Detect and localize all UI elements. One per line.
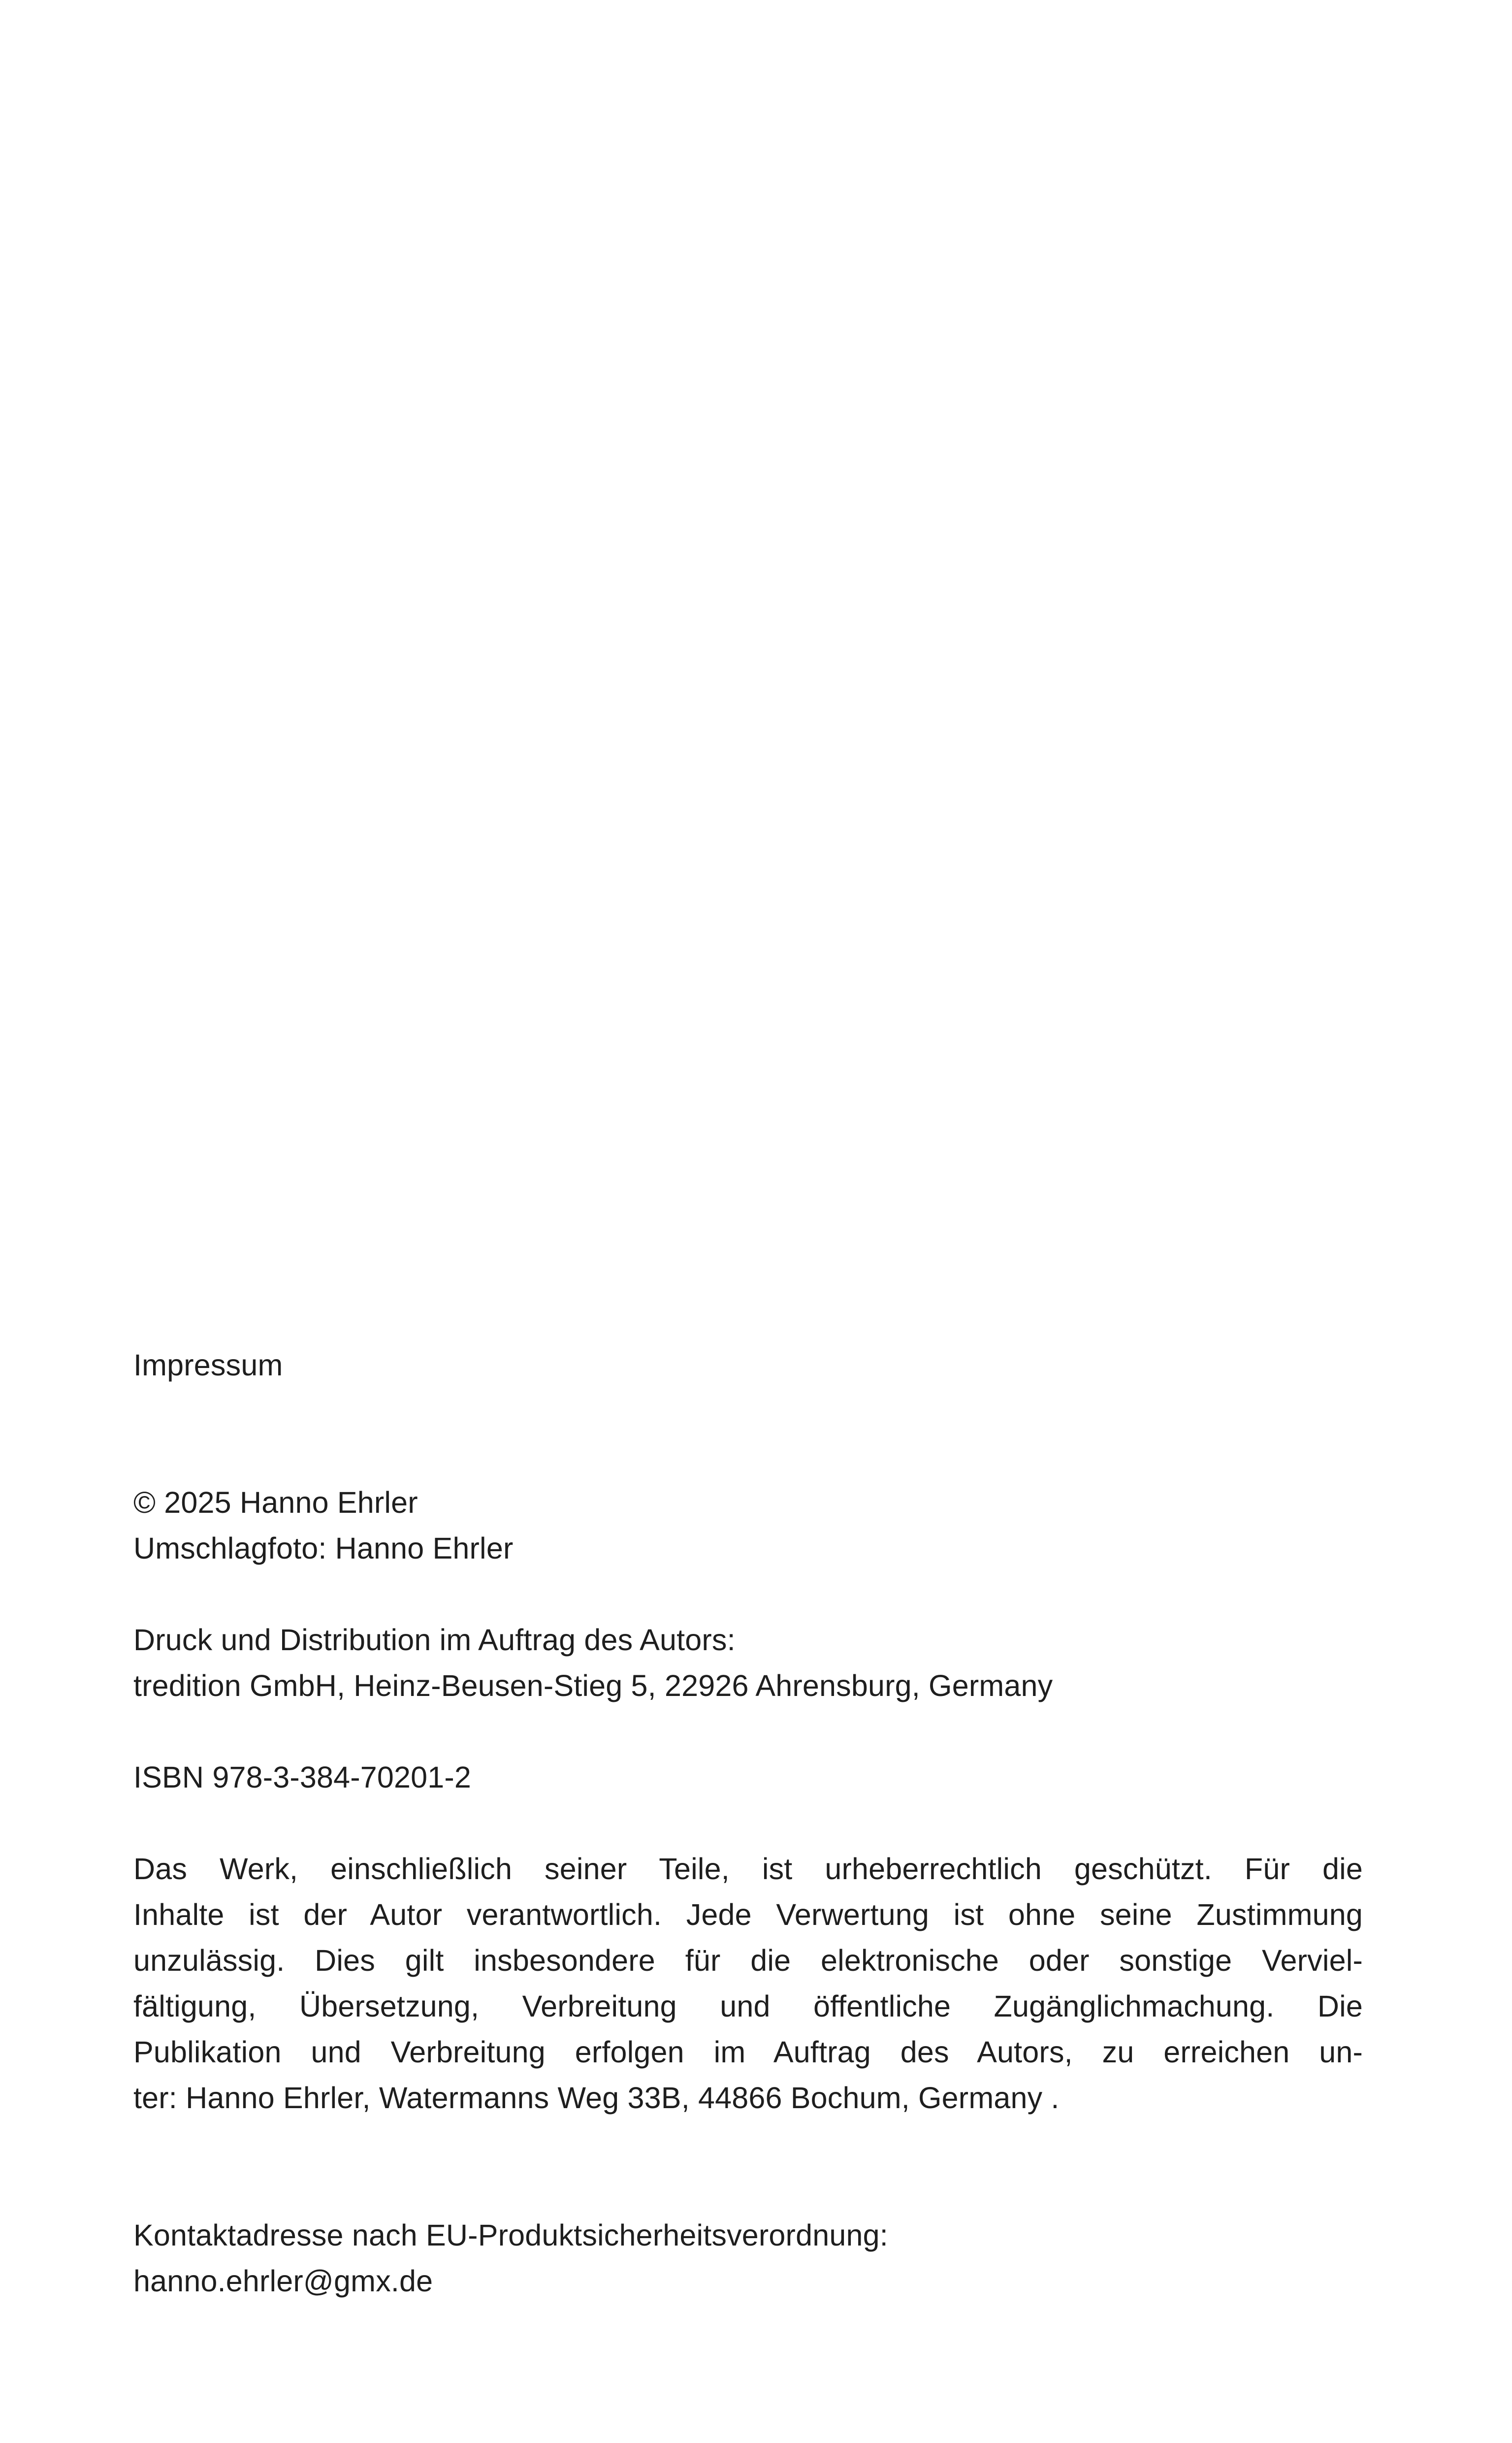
print-distribution-line: Druck und Distribution im Auftrag des Autors: [133, 1623, 736, 1657]
contact-email-line: hanno.ehrler@gmx.de [133, 2264, 433, 2298]
contact-regulation-line: Kontaktadresse nach EU-Produktsicherheitsverordnung: [133, 2218, 888, 2252]
isbn-block [133, 1755, 1363, 1800]
publisher-address-line: tredition GmbH, Heinz-Beusen-Stieg 5, 22926 Ahrensburg, Germany [133, 1669, 1053, 1702]
cover-photo-credit-line: Umschlagfoto: Hanno Ehrler [133, 1531, 514, 1565]
legal-line-last: ter: Hanno Ehrler, Watermanns Weg 33B, 44866 Bochum, Germany . [133, 2081, 1060, 2115]
legal-line: fältigung, Übersetzung, Verbreitung und öffentliche Zugänglichmachung. Die [133, 1989, 1363, 2023]
copyright-line: © 2025 Hanno Ehrler [133, 1486, 418, 1519]
imprint-text-block [133, 1342, 1363, 2350]
isbn-line: ISBN 978-3-384-70201-2 [133, 1760, 472, 1794]
legal-line: Publikation und Verbreitung erfolgen im Auftrag des Autors, zu erreichen un- [133, 2035, 1363, 2069]
legal-line: Inhalte ist der Autor verantwortlich. Jede Verwertung ist ohne seine Zustimmung [133, 1898, 1363, 1931]
imprint-heading: Impressum [133, 1348, 283, 1382]
printing-block [133, 1617, 1363, 1709]
contact-block [133, 2213, 1363, 2304]
legal-line: unzulässig. Dies gilt insbesondere für die elektronische oder sonstige Verviel- [133, 1944, 1363, 1977]
legal-paragraph [133, 1846, 1363, 2121]
copyright-block [133, 1480, 1363, 1571]
legal-line: Das Werk, einschließlich seiner Teile, ist urheberrechtlich geschützt. Für die [133, 1852, 1363, 1886]
